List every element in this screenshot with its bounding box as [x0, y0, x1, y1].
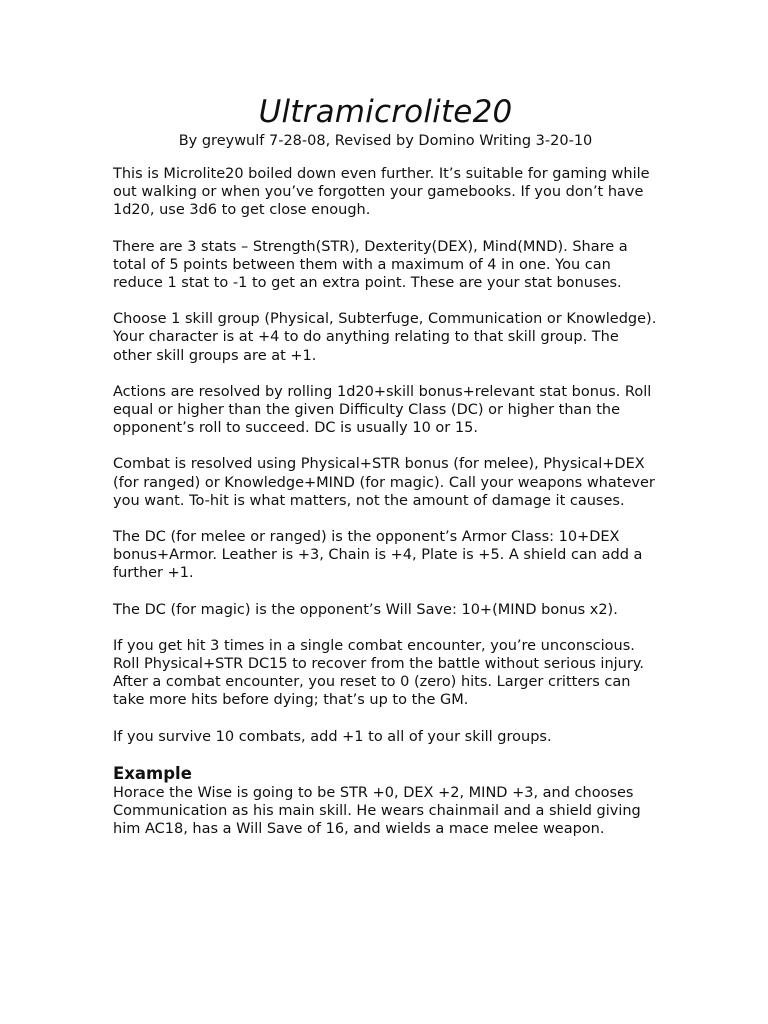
document-page [113, 92, 658, 856]
paragraph-combat: Combat is resolved using Physical+STR bonus (for melee), Physical+DEX (for ranged) or Knowledge+MIND (for magic). Call your weapons whatever you want. To-hit is what matters, not the amount of damage it causes. [113, 456, 655, 509]
example-paragraph: Horace the Wise is going to be STR +0, DEX +2, MIND +3, and chooses Communication as his main skill. He wears chainmail and a shield giving him AC18, has a Will Save of 16, and wields a mace melee weapon. [113, 784, 641, 838]
paragraph-hits: If you get hit 3 times in a single combat encounter, you’re unconscious. Roll Physical+STR DC15 to recover from the battle without serious injury. After a combat encounter, you reset to 0 (zero) hits. Larger critters can take more hits before dying; that’s up to the GM. [113, 637, 644, 709]
paragraph-armor-class: The DC (for melee or ranged) is the opponent’s Armor Class: 10+DEX bonus+Armor. Leather is +3, Chain is +4, Plate is +5. A shield can add a further +1. [113, 529, 643, 582]
paragraph-intro: This is Microlite20 boiled down even further. It’s suitable for gaming while out walking or when you’ve forgotten your gamebooks. If you don’t have 1d20, use 3d6 to get close enough. [113, 166, 650, 219]
paragraph-stats: There are 3 stats – Strength(STR), Dexterity(DEX), Mind(MND). Share a total of 5 points between them with a maximum of 4 in one. You can reduce 1 stat to -1 to get an extra point. These are your stat bonuses. [113, 238, 628, 292]
document-byline: By greywulf 7-28-08, Revised by Domino Writing 3-20-10 [178, 133, 593, 149]
paragraph-actions: Actions are resolved by rolling 1d20+skill bonus+relevant stat bonus. Roll equal or higher than the given Difficulty Class (DC) or higher than the opponent’s roll to succeed. DC is usually 10 or 15. [113, 383, 652, 437]
document-title: Ultramicrolite20 [258, 94, 513, 130]
example-heading: Example [113, 763, 192, 783]
paragraph-will-save: The DC (for magic) is the opponent’s Will Save: 10+(MIND bonus x2). [113, 601, 618, 618]
paragraph-skills: Choose 1 skill group (Physical, Subterfuge, Communication or Knowledge). Your character is at +4 to do anything relating to that skill group. The other skill groups are at +1. [113, 311, 657, 364]
paragraph-advancement: If you survive 10 combats, add +1 to all of your skill groups. [113, 728, 552, 745]
